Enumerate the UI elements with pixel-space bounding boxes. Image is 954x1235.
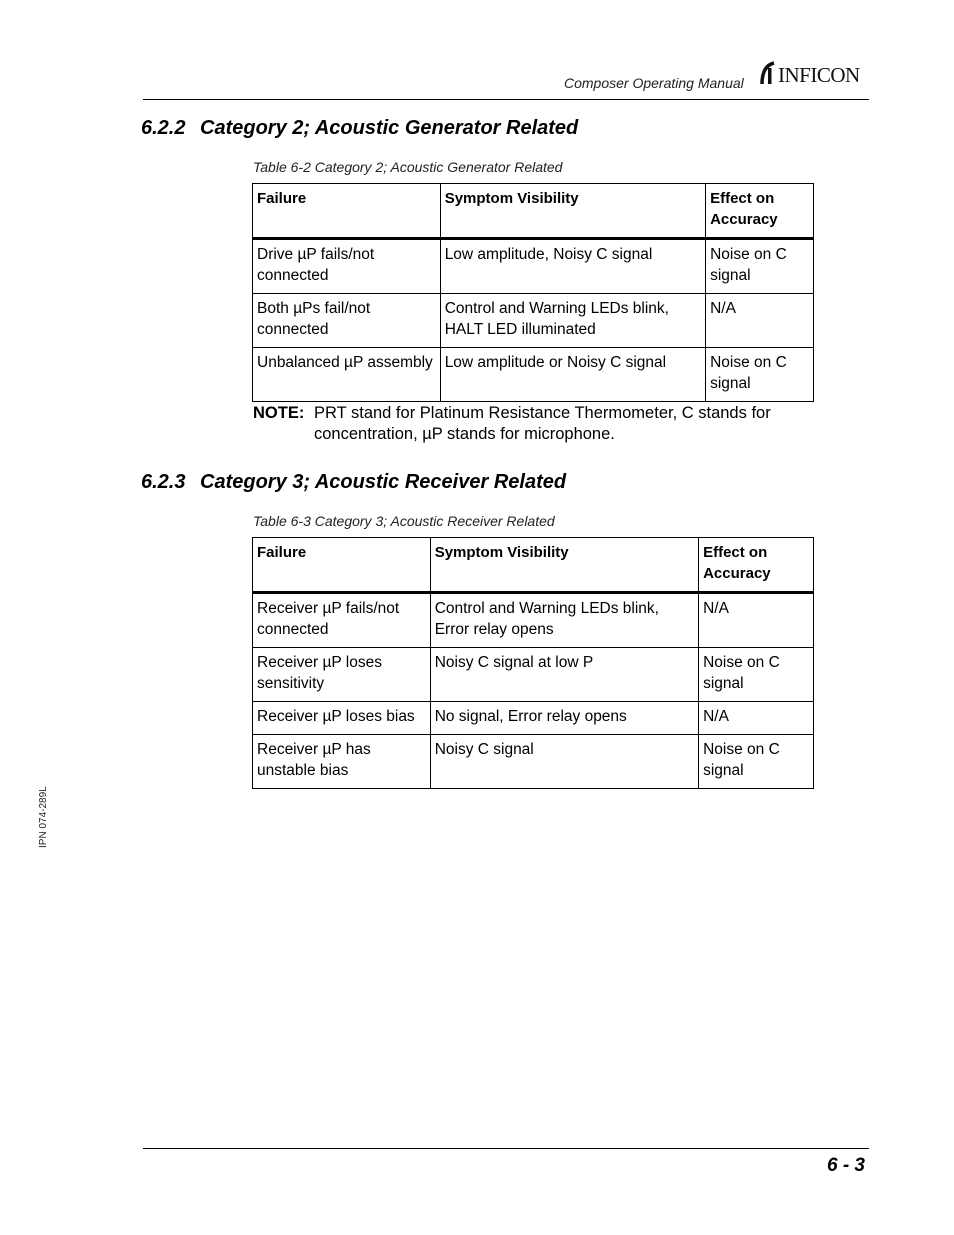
column-header: Effect on Accuracy	[699, 538, 814, 593]
symptom-cell: Noisy C signal	[430, 735, 698, 789]
failure-cell: Drive µP fails/not connected	[253, 239, 441, 294]
symptom-cell: Low amplitude or Noisy C signal	[440, 348, 705, 402]
logo-wordmark: INFICON	[778, 63, 860, 87]
effect-cell: Noise on C signal	[706, 239, 814, 294]
section-heading-6-2-3	[141, 471, 566, 494]
table-row	[253, 702, 814, 735]
table-row	[253, 735, 814, 789]
symptom-cell: Low amplitude, Noisy C signal	[440, 239, 705, 294]
table-caption-6-3: Table 6-3 Category 3; Acoustic Receiver Related	[253, 513, 555, 529]
ipn-side-label: IPN 074-289L	[38, 786, 49, 848]
failure-cell: Receiver µP loses bias	[253, 702, 431, 735]
section-number: 6.2.3	[141, 471, 186, 493]
table-header-row	[253, 184, 814, 239]
failure-cell: Receiver µP has unstable bias	[253, 735, 431, 789]
table-6-3	[252, 537, 814, 789]
effect-cell: Noise on C signal	[699, 648, 814, 702]
symptom-cell: Control and Warning LEDs blink, Error relay opens	[430, 593, 698, 648]
table-caption-6-2: Table 6-2 Category 2; Acoustic Generator Related	[253, 159, 563, 175]
table-6-2	[252, 183, 814, 402]
table-header-row	[253, 538, 814, 593]
logo-mark-icon	[758, 60, 780, 88]
table-row	[253, 348, 814, 402]
page-number: 6 - 3	[826, 1155, 865, 1176]
section-heading-6-2-2	[141, 117, 578, 140]
footer-rule	[143, 1148, 869, 1149]
effect-cell: N/A	[706, 294, 814, 348]
symptom-cell: Noisy C signal at low P	[430, 648, 698, 702]
section-title: Category 3; Acoustic Receiver Related	[200, 471, 567, 493]
failure-cell: Unbalanced µP assembly	[253, 348, 441, 402]
column-header: Failure	[253, 184, 441, 239]
column-header: Symptom Visibility	[430, 538, 698, 593]
failure-cell: Receiver µP loses sensitivity	[253, 648, 431, 702]
column-header: Symptom Visibility	[440, 184, 705, 239]
inficon-logo	[758, 60, 873, 90]
effect-cell: Noise on C signal	[699, 735, 814, 789]
table-row	[253, 294, 814, 348]
header-rule	[143, 99, 869, 100]
manual-title: Composer Operating Manual	[564, 75, 744, 91]
effect-cell: N/A	[699, 702, 814, 735]
effect-cell: N/A	[699, 593, 814, 648]
section-title: Category 2; Acoustic Generator Related	[200, 117, 579, 139]
note-label: NOTE:	[253, 404, 305, 422]
failure-cell: Both µPs fail/not connected	[253, 294, 441, 348]
symptom-cell: Control and Warning LEDs blink, HALT LED illuminated	[440, 294, 705, 348]
effect-cell: Noise on C signal	[706, 348, 814, 402]
failure-cell: Receiver µP fails/not connected	[253, 593, 431, 648]
symptom-cell: No signal, Error relay opens	[430, 702, 698, 735]
section-number: 6.2.2	[141, 117, 186, 139]
table-row	[253, 239, 814, 294]
table-row	[253, 593, 814, 648]
column-header: Failure	[253, 538, 431, 593]
table-row	[253, 648, 814, 702]
note-text: PRT stand for Platinum Resistance Thermometer, C stands for concentration, µP stands for microphone.	[314, 404, 771, 443]
column-header: Effect on Accuracy	[706, 184, 814, 239]
